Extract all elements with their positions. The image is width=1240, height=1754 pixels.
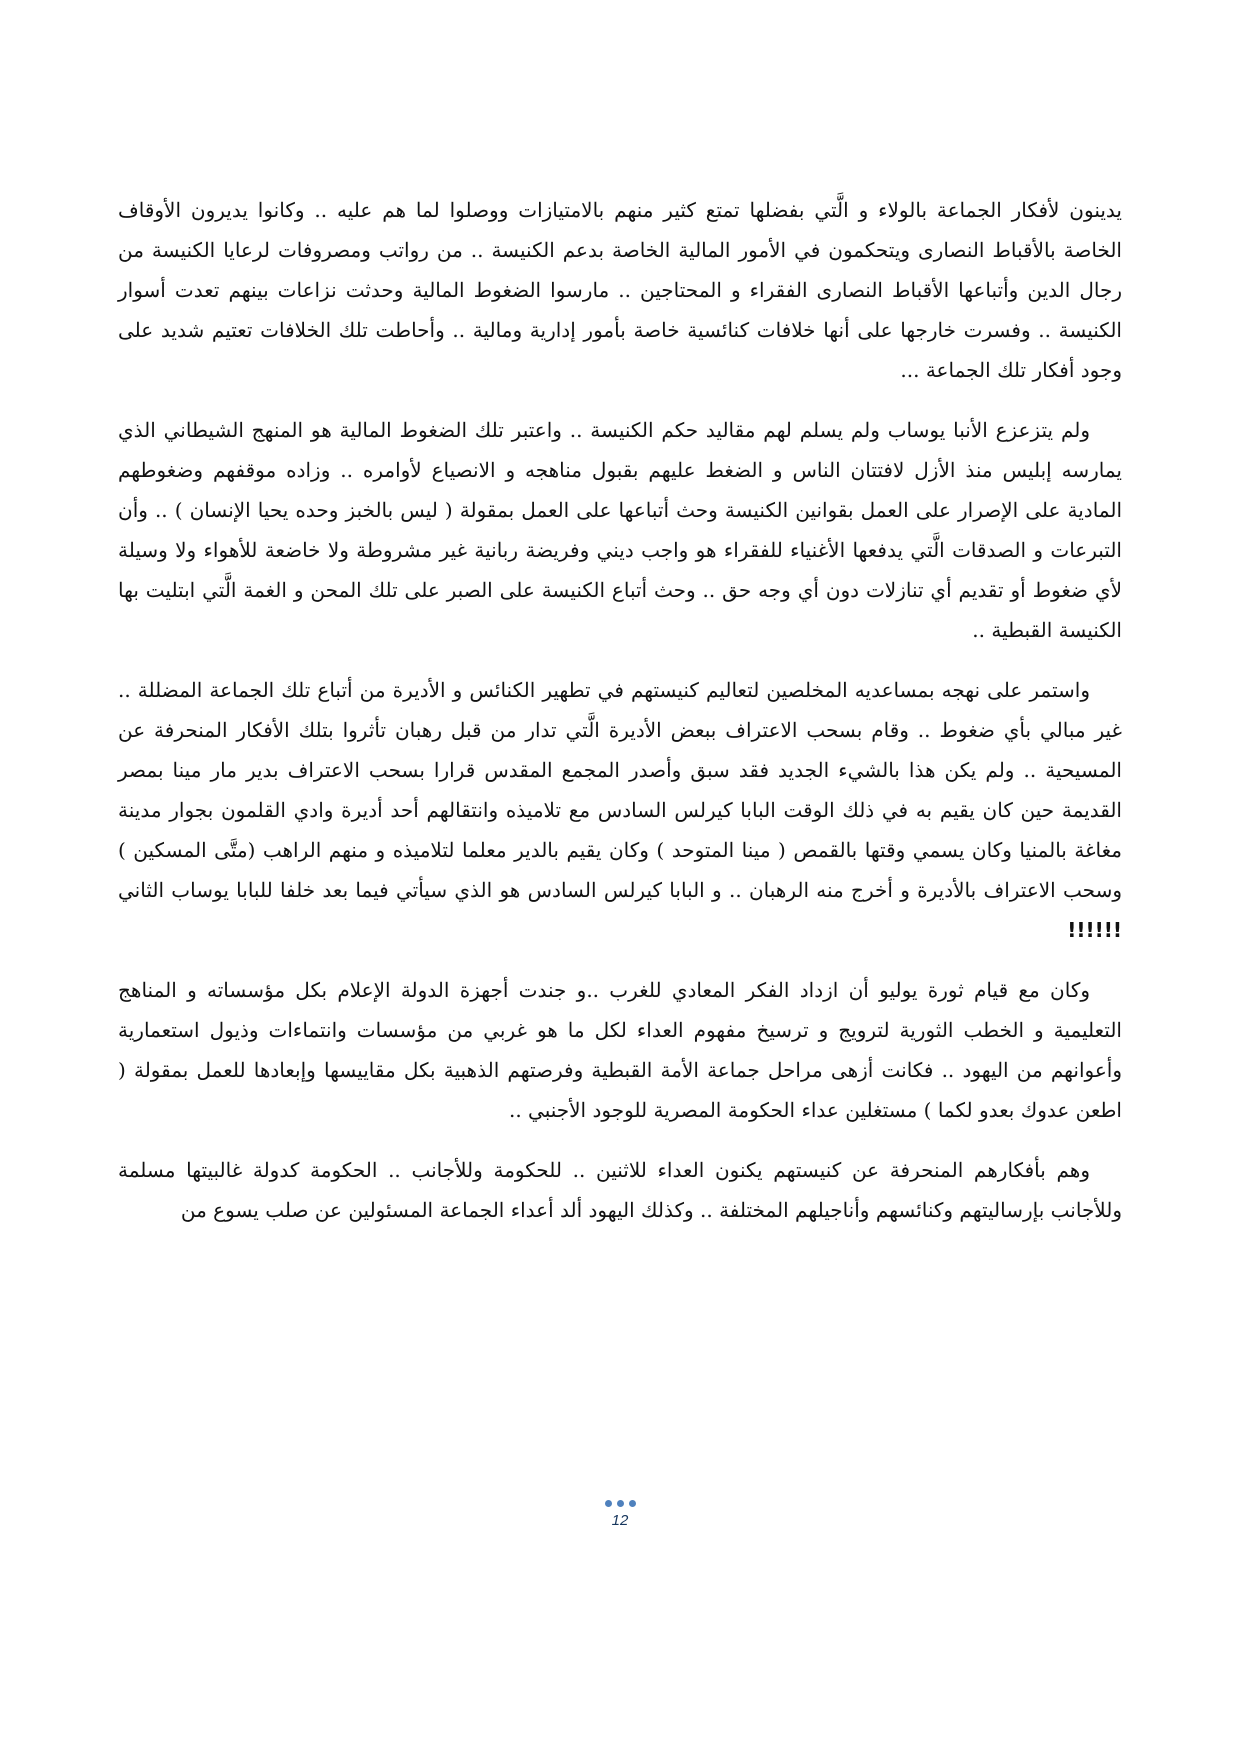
paragraph-1: يدينون لأفكار الجماعة بالولاء و الَّتي بفضلها تمتع كثير منهم بالامتيازات ووصلوا لما هم عليه .. وكانوا يديرون الأوقاف الخاصة بالأقباط النصارى ويتحكمون في الأمور المالية الخاصة بدعم الكنيسة .. من رواتب ومصروفات لرعايا الكنيسة من رجال الدين وأتباعها الأقباط النصارى الفقراء و المحتاجين .. مارسوا الضغوط المالية وحدثت نزاعات بينهم تعدت أسوار الكنيسة .. وفسرت خارجها على أنها خلافات كنائسية خاصة بأمور إدارية ومالية .. وأحاطت تلك الخلافات تعتيم شديد على وجود أفكار تلك الجماعة ...	[118, 198, 1122, 382]
exclamation-mark: !!!!!!	[1067, 918, 1122, 942]
footer-dots-icon	[0, 1500, 1240, 1508]
dot-icon	[629, 1500, 636, 1507]
paragraph-5: وهم بأفكارهم المنحرفة عن كنيستهم يكنون العداء للاثنين .. للحكومة وللأجانب .. الحكومة كدولة غالبيتها مسلمة وللأجانب بإرساليتهم وكنائسهم وأناجيلهم المختلفة .. وكذلك اليهود ألد أعداء الجماعة المسئولين عن صلب يسوع من	[118, 1158, 1122, 1222]
paragraph-2: ولم يتزعزع الأنبا يوساب ولم يسلم لهم مقاليد حكم الكنيسة .. واعتبر تلك الضغوط المالية هو المنهج الشيطاني الذي يمارسه إبليس منذ الأزل لافتتان الناس و الضغط عليهم بقبول مناهجه و الانصياع لأوامره .. وزاده موقفهم وضغوطهم المادية على الإصرار على العمل بقوانين الكنيسة وحث أتباعها على العمل بمقولة ( ليس بالخبز وحده يحيا الإنسان ) .. وأن التبرعات و الصدقات الَّتي يدفعها الأغنياء للفقراء هو واجب ديني وفريضة ربانية غير مشروطة ولا خاضعة للأهواء ولا وسيلة لأي ضغوط أو تقديم أي تنازلات دون أي وجه حق .. وحث أتباع الكنيسة على الصبر على تلك المحن و الغمة الَّتي ابتليت بها الكنيسة القبطية ..	[118, 418, 1123, 642]
paragraph-3	[118, 670, 1122, 950]
page-number: 12	[611, 1512, 629, 1529]
document-body	[118, 190, 1122, 1250]
page-footer	[0, 1500, 1240, 1529]
dot-icon	[605, 1500, 612, 1507]
dot-icon	[617, 1500, 624, 1507]
paragraph-4: وكان مع قيام ثورة يوليو أن ازداد الفكر المعادي للغرب ..و جندت أجهزة الدولة الإعلام بكل مؤسساته و المناهج التعليمية و الخطب الثورية لترويج و ترسيخ مفهوم العداء لكل ما هو غربي من مؤسسات وانتماءات وذيول استعمارية وأعوانهم من اليهود .. فكانت أزهى مراحل جماعة الأمة القبطية وفرصتهم الذهبية بكل مقاييسها وإبعادها للعمل بمقولة ( اطعن عدوك بعدو لكما ) مستغلين عداء الحكومة المصرية للوجود الأجنبي ..	[118, 978, 1122, 1122]
paragraph-3-text: واستمر على نهجه بمساعديه المخلصين لتعاليم كنيستهم في تطهير الكنائس و الأديرة من أتباع تلك الجماعة المضللة .. غير مبالي بأي ضغوط .. وقام بسحب الاعتراف ببعض الأديرة الَّتي تدار من قبل رهبان تأثروا بتلك الأفكار المنحرفة عن المسيحية .. ولم يكن هذا بالشيء الجديد فقد سبق وأصدر المجمع المقدس قرارا بسحب الاعتراف بدير مار مينا بمصر القديمة حين كان يقيم به في ذلك الوقت البابا كيرلس السادس مع تلاميذه وانتقالهم أحد أديرة وادي القلمون بجوار مدينة مغاغة بالمنيا وكان يسمي وقتها بالقمص ( مينا المتوحد ) وكان يقيم بالدير معلما لتلاميذه و منهم الراهب (متَّى المسكين ) وسحب الاعتراف بالأديرة و أخرج منه الرهبان .. و البابا كيرلس السادس هو الذي سيأتي فيما بعد خلفا للبابا يوساب الثاني	[118, 678, 1122, 902]
